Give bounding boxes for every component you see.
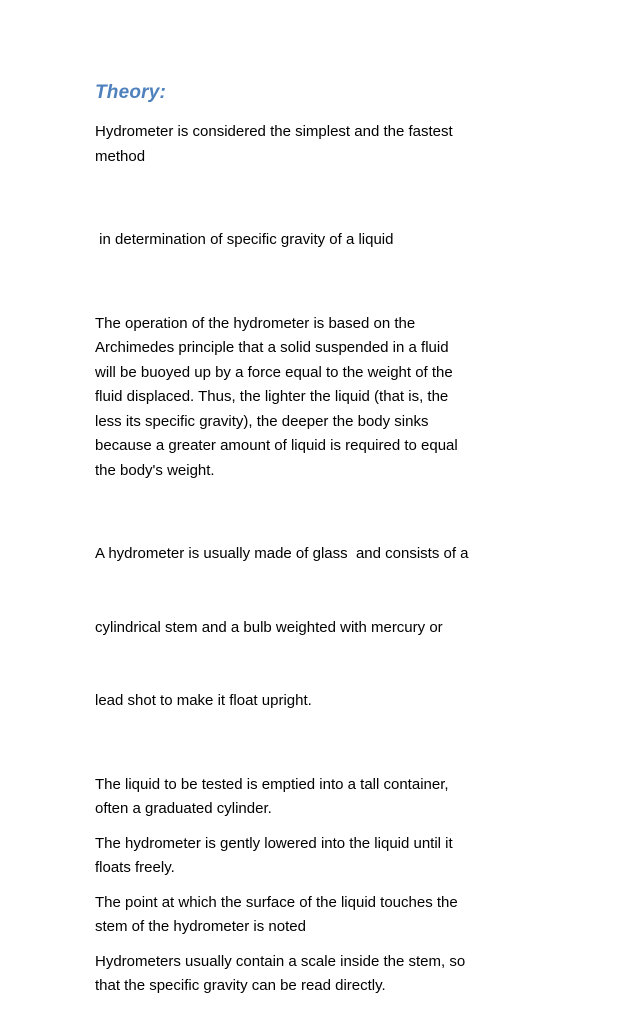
text-line: The operation of the hydrometer is based on the — [95, 314, 416, 332]
text-line: The hydrometer is gently lowered into the liquid until it — [95, 834, 453, 852]
paragraph — [95, 950, 555, 999]
text-line: cylindrical stem and a bulb weighted with mercury or — [95, 618, 443, 636]
text-line: less its specific gravity), the deeper the body sinks — [95, 412, 429, 430]
text-line: will be buoyed up by a force equal to the weight of the — [95, 363, 453, 381]
text-line: floats freely. — [95, 859, 175, 876]
text-line: because a greater amount of liquid is required to equal — [95, 437, 458, 454]
paragraph — [95, 179, 555, 302]
text-line: in determination of specific gravity of a liquid — [95, 231, 394, 248]
text-line: Archimedes principle that a solid suspended in a fluid — [95, 339, 449, 356]
text-line: Hydrometers usually contain a scale inside the stem, so — [95, 952, 466, 970]
paragraph — [95, 773, 555, 822]
text-line: stem of the hydrometer is noted — [95, 918, 306, 935]
paragraph — [95, 493, 555, 763]
text-line: fluid displaced. Thus, the lighter the liquid (that is, the — [95, 388, 449, 405]
text-line: often a graduated cylinder. — [95, 800, 272, 817]
paragraph — [95, 312, 555, 484]
text-line: A hydrometer is usually made of glass and consists of a — [95, 545, 469, 562]
text-line: The point at which the surface of the liquid touches the — [95, 893, 458, 911]
text-line: Hydrometer is considered the simplest and the fastest — [95, 123, 453, 140]
paragraph — [95, 120, 555, 169]
text-line: method — [95, 147, 146, 165]
paragraph — [95, 891, 555, 940]
text-line: that the specific gravity can be read directly. — [95, 977, 386, 994]
text-line: The liquid to be tested is emptied into a tall container, — [95, 775, 449, 793]
section-heading: Theory: — [95, 82, 167, 103]
text-line: lead shot to make it float upright. — [95, 692, 312, 709]
theory-body — [95, 120, 555, 1009]
paragraph — [95, 832, 555, 881]
text-line: the body's weight. — [95, 461, 215, 479]
